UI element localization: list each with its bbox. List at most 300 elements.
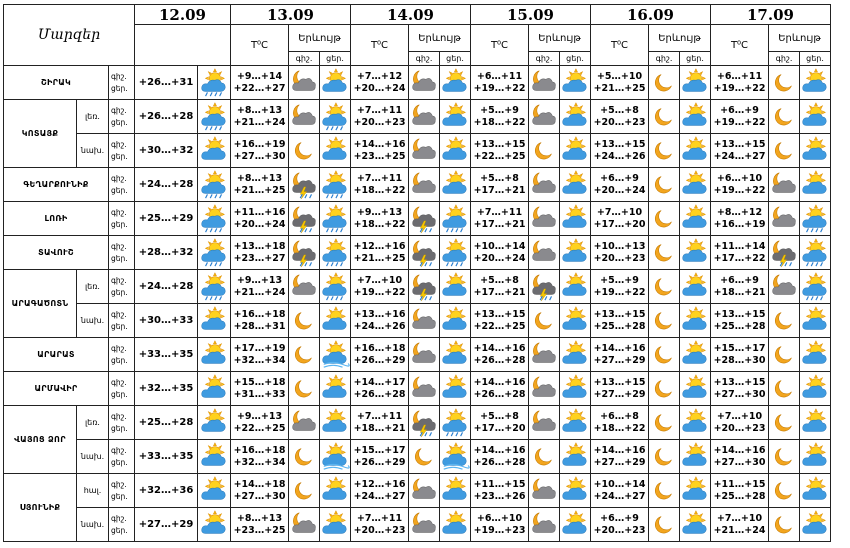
altitude-zone: լեռ. xyxy=(77,100,109,134)
temperature-range xyxy=(471,338,529,372)
sun-wind-icon xyxy=(440,442,470,472)
day-temperature: +25…+28 xyxy=(713,490,766,502)
night-label: գիշ. xyxy=(111,173,127,183)
moon-icon xyxy=(649,374,679,404)
night-weather-cell xyxy=(769,270,800,304)
temperature-range xyxy=(591,66,649,100)
temperature-range xyxy=(231,236,289,270)
night-temperature: +5…+8 xyxy=(480,274,519,286)
sun-cloud-icon xyxy=(680,476,710,506)
sun-rain-icon xyxy=(199,272,229,302)
day-temperature: +23…+25 xyxy=(233,524,286,536)
sun-cloud-icon xyxy=(680,136,710,166)
night-temperature: +10…+14 xyxy=(473,240,526,252)
region-row xyxy=(4,66,831,100)
night-weather-cell xyxy=(649,440,680,474)
weather-icon-cell xyxy=(198,508,231,542)
weather-icon-cell xyxy=(198,304,231,338)
temp-header: T⁰C xyxy=(711,25,769,66)
day-label: ցեր. xyxy=(111,151,128,161)
temperature-range xyxy=(471,372,529,406)
sun-cloud-icon xyxy=(800,476,830,506)
day-temperature: +32…+34 xyxy=(233,354,286,366)
day-weather-cell xyxy=(320,508,351,542)
night-weather-cell xyxy=(529,100,560,134)
day-temperature: +26…+28 xyxy=(473,354,526,366)
altitude-zone: նախ. xyxy=(77,134,109,168)
moon-icon xyxy=(649,272,679,302)
sun-cloud-icon xyxy=(680,272,710,302)
day-weather-cell xyxy=(800,372,831,406)
sun-cloud-icon xyxy=(800,510,830,540)
sun-cloud-icon xyxy=(560,136,590,166)
sun-cloud-icon xyxy=(320,408,350,438)
cloud-moon-icon xyxy=(289,510,319,540)
cloud-moon-icon xyxy=(409,374,439,404)
day-weather-cell xyxy=(680,66,711,100)
sun-cloud-icon xyxy=(680,102,710,132)
night-weather-cell xyxy=(529,168,560,202)
cloud-moon-icon xyxy=(769,272,799,302)
night-weather-cell xyxy=(289,474,320,508)
day-weather-cell xyxy=(440,270,471,304)
day-weather-cell xyxy=(800,202,831,236)
sun-cloud-icon xyxy=(560,374,590,404)
day-temperature: +26…+29 xyxy=(353,354,406,366)
temperature-range xyxy=(591,202,649,236)
night-temperature: +13…+16 xyxy=(353,308,406,320)
sun-cloud-icon xyxy=(199,476,229,506)
night-weather-cell xyxy=(409,100,440,134)
sun-cloud-icon xyxy=(199,306,229,336)
day-header: ցեր. xyxy=(560,52,591,66)
temperature-range xyxy=(471,304,529,338)
day-temperature: +32…+34 xyxy=(233,456,286,468)
temperature-range xyxy=(351,168,409,202)
day-temperature: +20…+23 xyxy=(713,422,766,434)
day-weather-cell xyxy=(560,66,591,100)
night-temperature: +13…+15 xyxy=(473,138,526,150)
thunder-moon-icon xyxy=(289,238,319,268)
forecast-table xyxy=(3,4,831,542)
night-temperature: +15…+18 xyxy=(233,376,286,388)
night-temperature: +6…+9 xyxy=(720,104,759,116)
moon-icon xyxy=(649,102,679,132)
day-temperature: +20…+24 xyxy=(353,82,406,94)
temperature-range xyxy=(231,304,289,338)
day-temperature: +28…+30 xyxy=(713,354,766,366)
sun-cloud-icon xyxy=(440,102,470,132)
date-header: 14.09 xyxy=(351,5,471,25)
temperature-range xyxy=(231,338,289,372)
day-temperature: +19…+23 xyxy=(473,524,526,536)
day-weather-cell xyxy=(320,168,351,202)
temperature-range xyxy=(711,372,769,406)
night-weather-cell xyxy=(649,372,680,406)
day-temperature: +27…+30 xyxy=(233,150,286,162)
thunder-moon-icon xyxy=(409,272,439,302)
night-temperature: +13…+15 xyxy=(713,138,766,150)
day-weather-cell xyxy=(560,338,591,372)
night-temperature: +7…+10 xyxy=(596,206,643,218)
moon-icon xyxy=(769,102,799,132)
night-label: գիշ. xyxy=(111,377,127,387)
thunder-moon-icon xyxy=(409,204,439,234)
temperature-range xyxy=(231,508,289,542)
night-temperature: +14…+16 xyxy=(473,444,526,456)
day-weather-cell xyxy=(320,202,351,236)
day-temperature: +18…+22 xyxy=(473,116,526,128)
night-temperature: +8…+13 xyxy=(236,172,283,184)
sun-cloud-icon xyxy=(199,442,229,472)
day-temperature: +26…+28 xyxy=(473,388,526,400)
day-temperature: +22…+25 xyxy=(233,422,286,434)
blank-header xyxy=(135,25,231,66)
temperature-range xyxy=(231,168,289,202)
day-temperature: +25…+28 xyxy=(713,320,766,332)
temperature-range xyxy=(351,202,409,236)
night-day-labels xyxy=(109,372,135,406)
night-weather-cell xyxy=(649,304,680,338)
night-weather-cell xyxy=(529,304,560,338)
thunder-moon-icon xyxy=(409,408,439,438)
night-temperature: +11…+16 xyxy=(233,206,286,218)
sun-cloud-icon xyxy=(680,306,710,336)
day-temperature: +19…+22 xyxy=(713,116,766,128)
temperature-range xyxy=(351,474,409,508)
day-label: ցեր. xyxy=(111,525,128,535)
night-label: գիշ. xyxy=(111,71,127,81)
night-temperature: +6…+11 xyxy=(476,70,523,82)
cloud-moon-icon xyxy=(769,170,799,200)
sun-cloud-icon xyxy=(560,510,590,540)
day-temperature: +24…+26 xyxy=(353,320,406,332)
temperature-range xyxy=(711,270,769,304)
night-weather-cell xyxy=(769,338,800,372)
temperature-range xyxy=(591,100,649,134)
moon-icon xyxy=(409,442,439,472)
weather-icon-cell xyxy=(198,406,231,440)
sun-cloud-icon xyxy=(800,340,830,370)
night-day-labels xyxy=(109,236,135,270)
night-temperature: +16…+18 xyxy=(233,308,286,320)
temperature-range xyxy=(591,168,649,202)
sun-rain-icon xyxy=(199,238,229,268)
region-name: ԱՐՄԱՎԻՐ xyxy=(4,372,109,406)
temperature-range xyxy=(351,236,409,270)
temperature-range xyxy=(231,474,289,508)
night-weather-cell xyxy=(289,100,320,134)
sun-wind-icon xyxy=(320,340,350,370)
day-temperature: +19…+22 xyxy=(713,184,766,196)
day-temperature: +17…+21 xyxy=(473,218,526,230)
day-weather-cell xyxy=(680,168,711,202)
day-weather-cell xyxy=(320,270,351,304)
day-temperature: +28…+32 xyxy=(135,236,198,270)
weather-icon-cell xyxy=(198,168,231,202)
night-temperature: +8…+12 xyxy=(716,206,763,218)
night-label: գիշ. xyxy=(111,207,127,217)
date-header: 13.09 xyxy=(231,5,351,25)
night-weather-cell xyxy=(289,202,320,236)
sun-cloud-icon xyxy=(800,68,830,98)
day-label: ցեր. xyxy=(111,321,128,331)
night-temperature: +16…+18 xyxy=(353,342,406,354)
night-weather-cell xyxy=(289,304,320,338)
temperature-range xyxy=(231,372,289,406)
night-label: գիշ. xyxy=(111,105,127,115)
day-temperature: +22…+25 xyxy=(473,320,526,332)
night-label: գիշ. xyxy=(111,241,127,251)
temperature-range xyxy=(351,508,409,542)
night-temperature: +7…+10 xyxy=(716,512,763,524)
region-row xyxy=(4,236,831,270)
region-name: ԳԵՂԱՐՔՈՒՆԻՔ xyxy=(4,168,109,202)
night-weather-cell xyxy=(529,474,560,508)
moon-icon xyxy=(649,136,679,166)
region-name: ՇԻՐԱԿ xyxy=(4,66,109,100)
day-temperature: +33…+35 xyxy=(135,338,198,372)
night-weather-cell xyxy=(649,202,680,236)
day-temperature: +24…+27 xyxy=(353,490,406,502)
night-weather-cell xyxy=(529,440,560,474)
night-weather-cell xyxy=(289,66,320,100)
temperature-range xyxy=(471,66,529,100)
night-temperature: +6…+8 xyxy=(600,410,639,422)
day-temperature: +18…+21 xyxy=(353,422,406,434)
temperature-range xyxy=(711,474,769,508)
date-header: 17.09 xyxy=(711,5,831,25)
night-weather-cell xyxy=(769,440,800,474)
sun-cloud-icon xyxy=(560,102,590,132)
cloud-moon-icon xyxy=(529,408,559,438)
night-temperature: +9…+13 xyxy=(236,410,283,422)
moon-icon xyxy=(289,306,319,336)
day-temperature: +22…+27 xyxy=(233,82,286,94)
day-temperature: +18…+21 xyxy=(713,286,766,298)
day-header: ցեր. xyxy=(800,52,831,66)
cloud-moon-icon xyxy=(409,476,439,506)
night-day-labels xyxy=(109,168,135,202)
night-temperature: +13…+15 xyxy=(713,308,766,320)
day-weather-cell xyxy=(440,508,471,542)
night-weather-cell xyxy=(409,66,440,100)
day-label: ցեր. xyxy=(111,389,128,399)
night-temperature: +14…+18 xyxy=(233,478,286,490)
weather-icon-cell xyxy=(198,66,231,100)
sun-cloud-icon xyxy=(199,136,229,166)
temperature-range xyxy=(711,440,769,474)
day-label: ցեր. xyxy=(111,117,128,127)
temp-header: T⁰C xyxy=(591,25,649,66)
night-weather-cell xyxy=(409,202,440,236)
temperature-range xyxy=(231,270,289,304)
day-temperature: +27…+30 xyxy=(713,388,766,400)
day-weather-cell xyxy=(800,236,831,270)
day-temperature: +26…+28 xyxy=(135,100,198,134)
night-temperature: +9…+13 xyxy=(236,274,283,286)
night-temperature: +6…+9 xyxy=(720,274,759,286)
weather-icon-cell xyxy=(198,372,231,406)
sun-cloud-icon xyxy=(320,306,350,336)
temperature-range xyxy=(471,202,529,236)
sun-cloud-icon xyxy=(440,510,470,540)
region-row xyxy=(4,168,831,202)
day-temperature: +28…+31 xyxy=(233,320,286,332)
sun-cloud-icon xyxy=(320,476,350,506)
day-temperature: +21…+24 xyxy=(233,286,286,298)
thunder-moon-icon xyxy=(769,238,799,268)
region-name: ՍՅՈՒՆԻՔ xyxy=(4,474,77,542)
night-temperature: +13…+15 xyxy=(473,308,526,320)
region-name: ԿՈՏԱՅՔ xyxy=(4,100,77,168)
region-row xyxy=(4,202,831,236)
temperature-range xyxy=(591,134,649,168)
sun-cloud-icon xyxy=(680,238,710,268)
night-temperature: +12…+16 xyxy=(353,240,406,252)
sun-cloud-icon xyxy=(440,272,470,302)
cloud-moon-icon xyxy=(409,170,439,200)
night-weather-cell xyxy=(769,406,800,440)
day-label: ցեր. xyxy=(111,355,128,365)
region-row xyxy=(4,134,831,168)
weather-icon-cell xyxy=(198,202,231,236)
night-weather-cell xyxy=(769,100,800,134)
moon-icon xyxy=(769,136,799,166)
day-weather-cell xyxy=(320,134,351,168)
day-weather-cell xyxy=(320,66,351,100)
night-temperature: +5…+10 xyxy=(596,70,643,82)
region-name: ՏԱՎՈՒՇ xyxy=(4,236,109,270)
day-weather-cell xyxy=(560,372,591,406)
night-temperature: +5…+9 xyxy=(600,274,639,286)
sun-cloud-icon xyxy=(320,68,350,98)
sun-cloud-icon xyxy=(560,272,590,302)
night-temperature: +14…+16 xyxy=(473,342,526,354)
moon-icon xyxy=(529,136,559,166)
day-temperature: +26…+29 xyxy=(353,456,406,468)
cloud-moon-icon xyxy=(529,204,559,234)
night-label: գիշ. xyxy=(111,139,127,149)
cloud-moon-icon xyxy=(409,102,439,132)
day-weather-cell xyxy=(440,440,471,474)
weather-icon-cell xyxy=(198,100,231,134)
day-weather-cell xyxy=(440,236,471,270)
night-temperature: +15…+17 xyxy=(353,444,406,456)
sun-cloud-icon xyxy=(440,476,470,506)
day-temperature: +21…+25 xyxy=(353,252,406,264)
cloud-moon-icon xyxy=(529,102,559,132)
day-weather-cell xyxy=(800,508,831,542)
moon-icon xyxy=(529,306,559,336)
day-header: ցեր. xyxy=(680,52,711,66)
night-temperature: +13…+15 xyxy=(593,138,646,150)
temperature-range xyxy=(351,338,409,372)
cloud-moon-icon xyxy=(769,204,799,234)
sun-cloud-icon xyxy=(320,136,350,166)
night-weather-cell xyxy=(289,270,320,304)
night-weather-cell xyxy=(529,270,560,304)
moon-icon xyxy=(289,136,319,166)
regions-header: Մարզեր xyxy=(4,5,135,66)
night-label: գիշ. xyxy=(111,445,127,455)
sun-cloud-icon xyxy=(560,442,590,472)
day-temperature: +30…+33 xyxy=(135,304,198,338)
sun-rain-icon xyxy=(199,170,229,200)
night-temperature: +14…+16 xyxy=(713,444,766,456)
night-weather-cell xyxy=(409,406,440,440)
night-weather-cell xyxy=(409,508,440,542)
temperature-range xyxy=(711,66,769,100)
sun-rain-icon xyxy=(320,238,350,268)
day-weather-cell xyxy=(680,236,711,270)
sun-rain-icon xyxy=(320,102,350,132)
day-temperature: +25…+28 xyxy=(135,406,198,440)
day-temperature: +20…+24 xyxy=(593,184,646,196)
day-temperature: +26…+28 xyxy=(353,388,406,400)
night-day-labels xyxy=(109,440,135,474)
sun-rain-icon xyxy=(320,272,350,302)
sun-cloud-icon xyxy=(560,476,590,506)
night-weather-cell xyxy=(409,474,440,508)
altitude-zone: լեռ. xyxy=(77,270,109,304)
sun-cloud-icon xyxy=(199,340,229,370)
phenom-header: Երևույթ xyxy=(769,25,831,52)
sun-cloud-icon xyxy=(560,238,590,268)
day-weather-cell xyxy=(560,406,591,440)
region-row xyxy=(4,474,831,508)
night-weather-cell xyxy=(769,66,800,100)
day-temperature: +22…+25 xyxy=(473,150,526,162)
night-weather-cell xyxy=(529,236,560,270)
day-temperature: +17…+21 xyxy=(473,286,526,298)
temperature-range xyxy=(351,304,409,338)
temp-header: T⁰C xyxy=(471,25,529,66)
moon-icon xyxy=(529,442,559,472)
night-temperature: +7…+11 xyxy=(356,410,403,422)
day-temperature: +23…+25 xyxy=(353,150,406,162)
moon-icon xyxy=(649,68,679,98)
day-temperature: +24…+28 xyxy=(135,270,198,304)
night-temperature: +7…+11 xyxy=(476,206,523,218)
night-weather-cell xyxy=(769,202,800,236)
sun-rain-icon xyxy=(199,68,229,98)
sun-wind-icon xyxy=(320,442,350,472)
night-label: գիշ. xyxy=(111,309,127,319)
temperature-range xyxy=(471,168,529,202)
night-temperature: +7…+11 xyxy=(356,512,403,524)
day-weather-cell xyxy=(800,100,831,134)
day-temperature: +27…+30 xyxy=(233,490,286,502)
temperature-range xyxy=(471,236,529,270)
day-temperature: +21…+25 xyxy=(593,82,646,94)
day-temperature: +18…+22 xyxy=(593,422,646,434)
region-row xyxy=(4,372,831,406)
day-temperature: +20…+23 xyxy=(353,116,406,128)
day-temperature: +27…+29 xyxy=(593,354,646,366)
sun-cloud-icon xyxy=(680,442,710,472)
sun-cloud-icon xyxy=(680,374,710,404)
day-weather-cell xyxy=(440,168,471,202)
day-weather-cell xyxy=(320,100,351,134)
thunder-moon-icon xyxy=(289,170,319,200)
day-weather-cell xyxy=(680,304,711,338)
sun-rain-icon xyxy=(440,238,470,268)
thunder-moon-icon xyxy=(529,272,559,302)
thunder-moon-icon xyxy=(409,238,439,268)
temperature-range xyxy=(591,508,649,542)
night-day-labels xyxy=(109,406,135,440)
